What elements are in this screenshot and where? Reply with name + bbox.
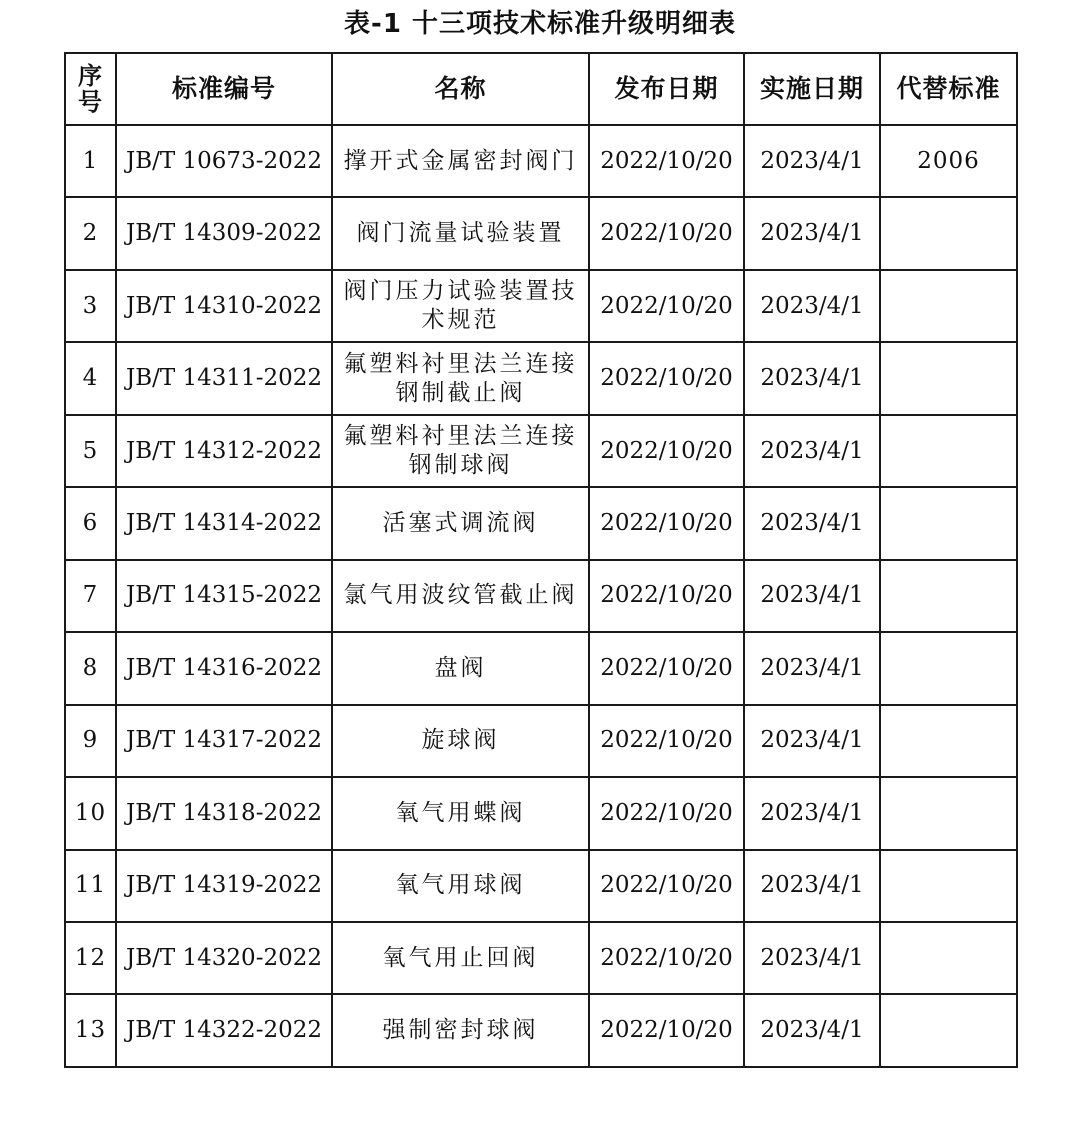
cell-effective-date: 2023/4/1: [744, 994, 880, 1067]
cell-code: JB/T 14314-2022: [116, 487, 332, 559]
cell-seq: 5: [65, 415, 116, 487]
cell-code: JB/T 14310-2022: [116, 270, 332, 342]
cell-seq: 2: [65, 197, 116, 269]
cell-seq: 1: [65, 125, 116, 197]
cell-replaces: 2006: [880, 125, 1017, 197]
cell-publish-date: 2022/10/20: [589, 705, 744, 777]
cell-code: JB/T 14317-2022: [116, 705, 332, 777]
table-row: [65, 705, 1017, 777]
cell-effective-date: 2023/4/1: [744, 560, 880, 632]
cell-seq: 11: [65, 850, 116, 922]
cell-seq: 13: [65, 994, 116, 1067]
standards-table: [64, 52, 1018, 1068]
table-row: [65, 560, 1017, 632]
cell-name: 氯气用波纹管截止阀: [332, 560, 589, 632]
table-row: [65, 994, 1017, 1067]
cell-seq: 3: [65, 270, 116, 342]
cell-name: 氧气用球阀: [332, 850, 589, 922]
cell-seq: 10: [65, 777, 116, 849]
cell-code: JB/T 14315-2022: [116, 560, 332, 632]
header-effective-date: 实施日期: [744, 53, 880, 125]
cell-code: JB/T 14318-2022: [116, 777, 332, 849]
cell-name: 盘阀: [332, 632, 589, 704]
cell-name: 撑开式金属密封阀门: [332, 125, 589, 197]
cell-code: JB/T 14319-2022: [116, 850, 332, 922]
table-row: [65, 270, 1017, 342]
cell-publish-date: 2022/10/20: [589, 850, 744, 922]
cell-code: JB/T 14311-2022: [116, 342, 332, 414]
cell-publish-date: 2022/10/20: [589, 415, 744, 487]
cell-publish-date: 2022/10/20: [589, 994, 744, 1067]
cell-replaces: [880, 632, 1017, 704]
cell-seq: 12: [65, 922, 116, 994]
cell-name: 阀门流量试验装置: [332, 197, 589, 269]
cell-seq: 4: [65, 342, 116, 414]
table-row: [65, 487, 1017, 559]
header-replaces: 代替标准: [880, 53, 1017, 125]
table-caption: 表-1 十三项技术标准升级明细表: [344, 9, 736, 39]
cell-effective-date: 2023/4/1: [744, 922, 880, 994]
cell-publish-date: 2022/10/20: [589, 560, 744, 632]
cell-effective-date: 2023/4/1: [744, 270, 880, 342]
cell-effective-date: 2023/4/1: [744, 705, 880, 777]
cell-replaces: [880, 705, 1017, 777]
cell-name: 氧气用止回阀: [332, 922, 589, 994]
table-row: [65, 850, 1017, 922]
table-header-row: [65, 53, 1017, 125]
cell-code: JB/T 10673-2022: [116, 125, 332, 197]
header-name: 名称: [332, 53, 589, 125]
cell-seq: 9: [65, 705, 116, 777]
cell-replaces: [880, 922, 1017, 994]
cell-replaces: [880, 994, 1017, 1067]
cell-name: 旋球阀: [332, 705, 589, 777]
cell-name: 活塞式调流阀: [332, 487, 589, 559]
header-publish-date: 发布日期: [589, 53, 744, 125]
cell-effective-date: 2023/4/1: [744, 342, 880, 414]
table-row: [65, 197, 1017, 269]
cell-publish-date: 2022/10/20: [589, 270, 744, 342]
cell-replaces: [880, 560, 1017, 632]
header-seq-line1: 序: [78, 62, 103, 90]
cell-effective-date: 2023/4/1: [744, 197, 880, 269]
table-row: [65, 922, 1017, 994]
cell-name: 氧气用蝶阀: [332, 777, 589, 849]
cell-name: 阀门压力试验装置技术规范: [332, 270, 589, 342]
header-seq-line2: 号: [78, 88, 103, 116]
cell-effective-date: 2023/4/1: [744, 415, 880, 487]
cell-code: JB/T 14320-2022: [116, 922, 332, 994]
cell-publish-date: 2022/10/20: [589, 632, 744, 704]
cell-replaces: [880, 850, 1017, 922]
cell-replaces: [880, 415, 1017, 487]
cell-seq: 8: [65, 632, 116, 704]
table-row: [65, 777, 1017, 849]
cell-effective-date: 2023/4/1: [744, 487, 880, 559]
cell-replaces: [880, 487, 1017, 559]
cell-publish-date: 2022/10/20: [589, 342, 744, 414]
cell-replaces: [880, 342, 1017, 414]
cell-name: 强制密封球阀: [332, 994, 589, 1067]
cell-name: 氟塑料衬里法兰连接钢制截止阀: [332, 342, 589, 414]
header-seq: [65, 53, 116, 125]
cell-replaces: [880, 777, 1017, 849]
cell-replaces: [880, 197, 1017, 269]
cell-publish-date: 2022/10/20: [589, 125, 744, 197]
cell-code: JB/T 14322-2022: [116, 994, 332, 1067]
cell-effective-date: 2023/4/1: [744, 777, 880, 849]
cell-name: 氟塑料衬里法兰连接钢制球阀: [332, 415, 589, 487]
cell-effective-date: 2023/4/1: [744, 850, 880, 922]
cell-publish-date: 2022/10/20: [589, 487, 744, 559]
cell-effective-date: 2023/4/1: [744, 632, 880, 704]
table-body: [65, 125, 1017, 1067]
cell-seq: 6: [65, 487, 116, 559]
header-code: 标准编号: [116, 53, 332, 125]
cell-publish-date: 2022/10/20: [589, 922, 744, 994]
cell-effective-date: 2023/4/1: [744, 125, 880, 197]
cell-publish-date: 2022/10/20: [589, 777, 744, 849]
cell-code: JB/T 14316-2022: [116, 632, 332, 704]
table-row: [65, 125, 1017, 197]
table-row: [65, 632, 1017, 704]
cell-publish-date: 2022/10/20: [589, 197, 744, 269]
cell-code: JB/T 14312-2022: [116, 415, 332, 487]
table-row: [65, 415, 1017, 487]
cell-code: JB/T 14309-2022: [116, 197, 332, 269]
cell-replaces: [880, 270, 1017, 342]
table-row: [65, 342, 1017, 414]
cell-seq: 7: [65, 560, 116, 632]
